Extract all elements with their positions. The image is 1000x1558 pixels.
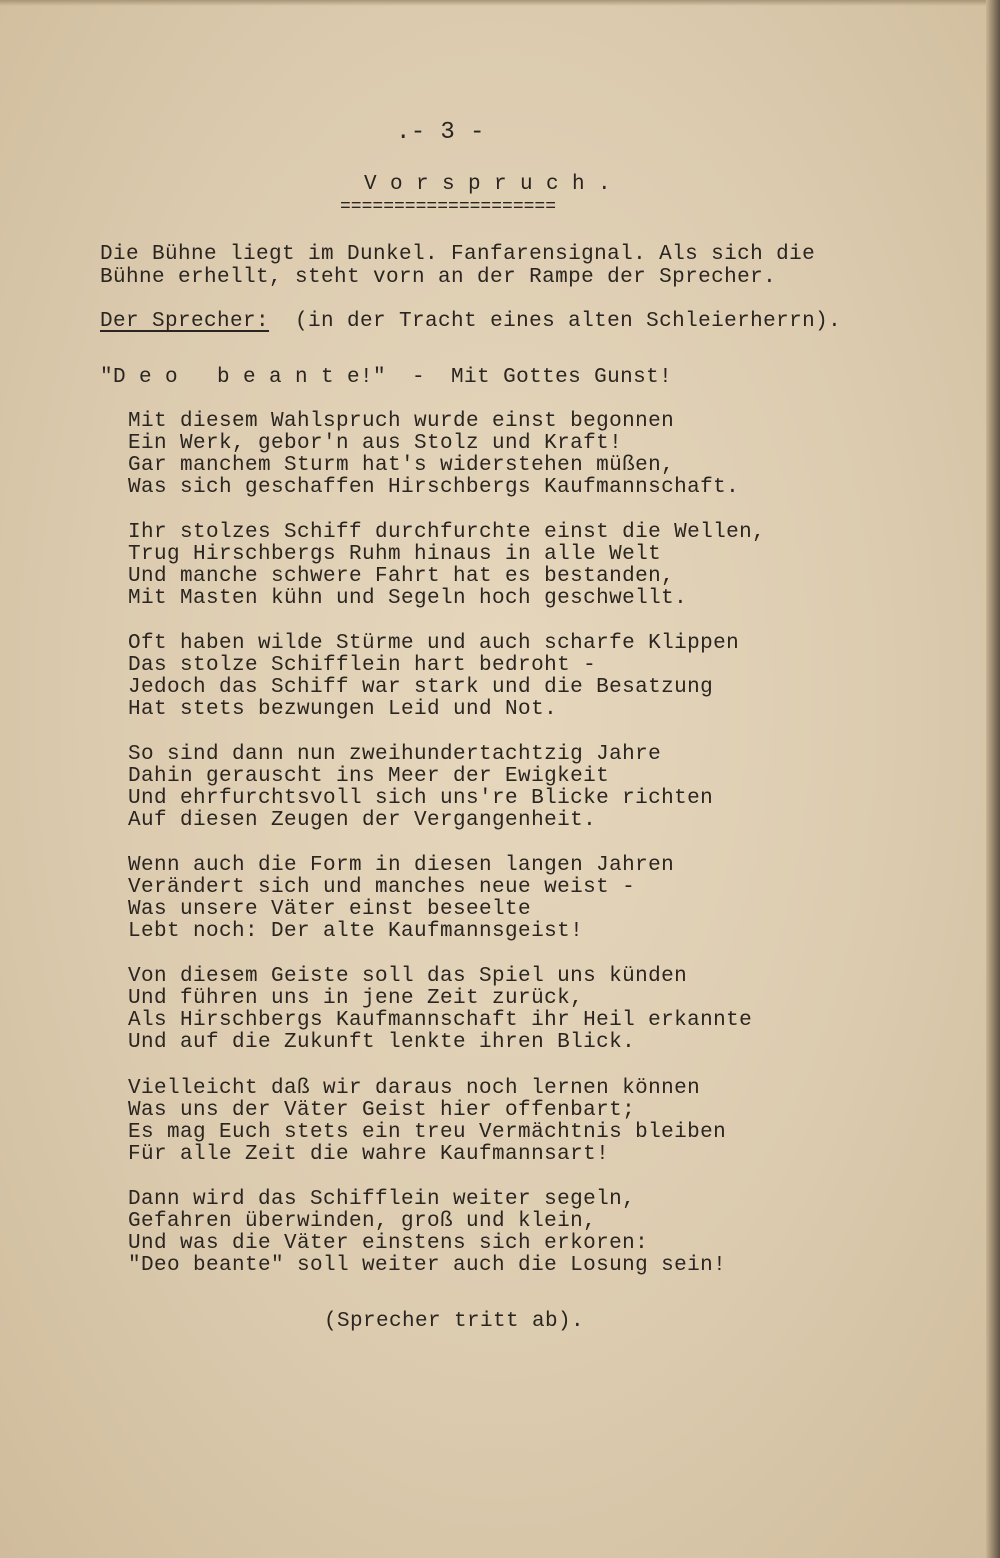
verse-line: Lebt noch: Der alte Kaufmannsgeist! <box>128 920 584 943</box>
verse-stanza <box>128 966 752 1054</box>
verse-line: Und auf die Zukunft lenkte ihren Blick. <box>128 1031 636 1054</box>
verse-line: Gefahren überwinden, groß und klein, <box>128 1210 597 1233</box>
stage-direction-line: Die Bühne liegt im Dunkel. Fanfarensignal. Als sich die <box>100 243 816 266</box>
verse-line: Als Hirschbergs Kaufmannschaft ihr Heil erkannte <box>128 1009 753 1032</box>
verse-line: Was unsere Väter einst beseelte <box>128 898 532 921</box>
verse-stanza <box>128 1078 726 1166</box>
verse-line: Dahin gerauscht ins Meer der Ewigkeit <box>128 765 610 788</box>
verse-line: Oft haben wilde Stürme und auch scharfe Klippen <box>128 632 740 655</box>
verse-line: Ihr stolzes Schiff durchfurchte einst die Wellen, <box>128 521 766 544</box>
verse-line: Und manche schwere Fahrt hat es bestanden, <box>128 565 675 588</box>
verse-line: Von diesem Geiste soll das Spiel uns künden <box>128 965 688 988</box>
verse-line: Mit diesem Wahlspruch wurde einst begonnen <box>128 410 675 433</box>
verse-line: Hat stets bezwungen Leid und Not. <box>128 698 558 721</box>
verse-line: Was uns der Väter Geist hier offenbart; <box>128 1099 636 1122</box>
verse-line: Und was die Väter einstens sich erkoren: <box>128 1232 649 1255</box>
verse-line: Verändert sich und manches neue weist - <box>128 876 636 899</box>
page-number: .- 3 - <box>396 119 485 146</box>
motto-line: "D e o b e a n t e!" - Mit Gottes Gunst! <box>100 366 673 389</box>
verse-line: Und führen uns in jene Zeit zurück, <box>128 987 584 1010</box>
stage-direction-line: Bühne erhellt, steht vorn an der Rampe der Sprecher. <box>100 266 777 289</box>
verse-line: Auf diesen Zeugen der Vergangenheit. <box>128 809 597 832</box>
verse-line: Für alle Zeit die wahre Kaufmannsart! <box>128 1143 610 1166</box>
verse-line: Und ehrfurchtsvoll sich uns're Blicke richten <box>128 787 714 810</box>
speaker-costume-note: (in der Tracht eines alten Schleierherrn). <box>269 310 842 333</box>
verse-line: Gar manchem Sturm hat's widerstehen müßen, <box>128 454 675 477</box>
verse-stanza <box>128 1189 726 1277</box>
verse-stanza <box>128 744 713 832</box>
verse-line: So sind dann nun zweihundertachtzig Jahre <box>128 743 662 766</box>
verse-line: Was sich geschaffen Hirschbergs Kaufmannschaft. <box>128 476 740 499</box>
page-top-edge <box>0 0 1000 6</box>
verse-line: Dann wird das Schifflein weiter segeln, <box>128 1188 636 1211</box>
verse-line: Das stolze Schifflein hart bedroht - <box>128 654 597 677</box>
verse-line: Wenn auch die Form in diesen langen Jahren <box>128 854 675 877</box>
verse-line: Mit Masten kühn und Segeln hoch geschwellt. <box>128 587 688 610</box>
verse-stanza <box>128 411 739 499</box>
verse-line: "Deo beante" soll weiter auch die Losung sein! <box>128 1254 727 1277</box>
verse-line: Vielleicht daß wir daraus noch lernen können <box>128 1077 701 1100</box>
verse-stanza <box>128 522 765 610</box>
page-title: V o r s p r u c h . <box>364 173 612 196</box>
verse-line: Es mag Euch stets ein treu Vermächtnis bleiben <box>128 1121 727 1144</box>
speaker-label: Der Sprecher: <box>100 310 270 333</box>
verse-line: Trug Hirschbergs Ruhm hinaus in alle Welt <box>128 543 662 566</box>
verse-line: Jedoch das Schiff war stark und die Besatzung <box>128 676 714 699</box>
verse-stanza <box>128 633 739 721</box>
page-right-edge <box>986 0 1000 1558</box>
verse-line: Ein Werk, gebor'n aus Stolz und Kraft! <box>128 432 623 455</box>
exit-stage-direction: (Sprecher tritt ab). <box>324 1310 585 1333</box>
speaker-line <box>100 311 841 333</box>
title-double-underline: ==================== <box>340 197 557 217</box>
verse-stanza <box>128 855 674 943</box>
